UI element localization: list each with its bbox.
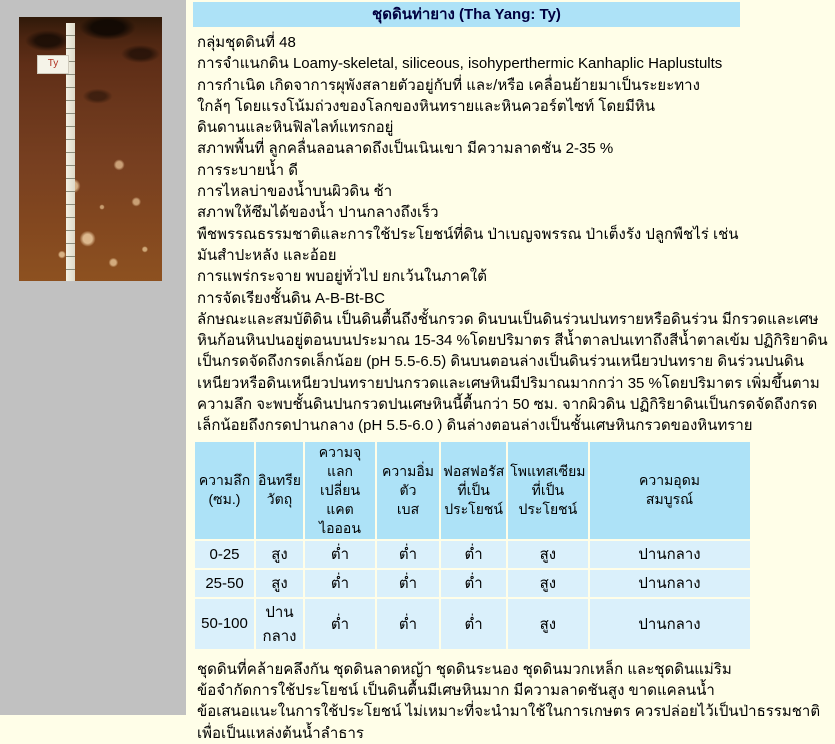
table-cell: สูง: [256, 541, 303, 568]
table-cell: สูง: [256, 570, 303, 597]
description-line: สภาพให้ซึมได้ของน้ำ ปานกลางถึงเร็ว: [197, 204, 439, 222]
description-line: ลักษณะและสมบัติดิน เป็นดินตื้นถึงชั้นกรวด ดินบนเป็นดินร่วนปนทรายหรือดินร่วน มีกรวดและเศษ: [197, 310, 819, 328]
table-header-cell: ความอิ่มตัว เบส: [377, 442, 439, 539]
table-cell: ต่ำ: [377, 599, 439, 649]
table-cell: ต่ำ: [441, 570, 506, 597]
description-line: สภาพพื้นที่ ลูกคลื่นลอนลาดถึงเป็นเนินเขา มีความลาดชัน 2-35 %: [197, 140, 614, 158]
description-line: การแพร่กระจาย พบอยู่ทั่วไป ยกเว้นในภาคใต้: [197, 268, 487, 286]
description-line: หินก้อนหินปนอยู่ตอนบนประมาณ 15-34 %โดยปริมาตร สีน้ำตาลปนเทาถึงสีน้ำตาลเข้ม ปฏิกิริยาดิน: [197, 332, 828, 350]
table-header-cell: อินทรีย วัตถุ: [256, 442, 303, 539]
description-line: พืชพรรณธรรมชาติและการใช้ประโยชน์ที่ดิน ป่าเบญจพรรณ ป่าเต็งรัง ปลูกพืชไร่ เช่น: [197, 225, 739, 243]
description-line: การจัดเรียงชั้นดิน A-B-Bt-BC: [197, 289, 385, 307]
soil-series-page: [186, 0, 835, 742]
table-cell: สูง: [508, 570, 587, 597]
table-row: [195, 570, 750, 597]
photo-sidebar: [0, 0, 186, 715]
table-cell: 0-25: [195, 541, 254, 568]
table-header-cell: ความลึก (ซม.): [195, 442, 254, 539]
soil-description: [197, 32, 828, 437]
table-header-cell: ฟอสฟอรัส ที่เป็นประโยชน์: [441, 442, 506, 539]
description-line: มันสำปะหลัง และอ้อย: [197, 246, 337, 264]
table-cell: ปานกลาง: [256, 599, 303, 649]
description-line: เป็นกรดจัดถึงกรดเล็กน้อย (pH 5.5-6.5) ดินบนตอนล่างเป็นดินร่วนเหนียวปนทราย ดินร่วนปนดิน: [197, 353, 804, 371]
table-header-cell: ความอุดม สมบูรณ์: [590, 442, 750, 539]
table-cell: ต่ำ: [377, 570, 439, 597]
table-row: [195, 599, 750, 649]
table-cell: ต่ำ: [441, 541, 506, 568]
description-line: ดินดานและหินฟิลไลท์แทรกอยู่: [197, 119, 394, 137]
table-header-row: [195, 442, 750, 539]
table-cell: ปานกลาง: [590, 570, 750, 597]
table-header-cell: ความจุแลก เปลี่ยน แคตไอออน: [305, 442, 375, 539]
description-line: กลุ่มชุดดินที่ 48: [197, 34, 296, 51]
table-cell: ต่ำ: [441, 599, 506, 649]
page-title: ชุดดินท่ายาง (Tha Yang: Ty): [193, 2, 740, 27]
table-cell: 25-50: [195, 570, 254, 597]
soil-profile-photo: [19, 17, 162, 281]
description-line: การระบายน้ำ ดี: [197, 161, 298, 179]
description-line: เหนียวหรือดินเหนียวปนทรายปนกรวดและเศษหินมีปริมาณมากกว่า 35 %โดยปริมาตร เพิ่มขึ้นตาม: [197, 374, 820, 392]
table-cell: สูง: [508, 599, 587, 649]
table-row: [195, 541, 750, 568]
table-cell: ต่ำ: [305, 570, 375, 597]
soil-properties-table: [193, 440, 752, 651]
table-header-cell: โพแทสเซียม ที่เป็นประโยชน์: [508, 442, 587, 539]
table-cell: ต่ำ: [377, 541, 439, 568]
table-cell: ปานกลาง: [590, 541, 750, 568]
table-cell: ต่ำ: [305, 599, 375, 649]
footer-line: เพื่อเป็นแหล่งต้นน้ำลำธาร: [197, 724, 364, 742]
description-line: ความลึก จะพบชั้นดินปนกรวดปนเศษหินนี้ตื้นกว่า 50 ซม. จากผิวดิน ปฏิกิริยาดินเป็นกรดจัดถึงกรด: [197, 396, 818, 414]
table-cell: ต่ำ: [305, 541, 375, 568]
table-cell: ปานกลาง: [590, 599, 750, 649]
footer-line: ข้อเสนอแนะในการใช้ประโยชน์ ไม่เหมาะที่จะนำมาใช้ในการเกษตร ควรปล่อยไว้เป็นป่าธรรมชาติ: [197, 703, 821, 721]
usage-notes: [197, 659, 828, 744]
photo-label-card: Ty: [37, 55, 69, 74]
description-line: การกำเนิด เกิดจาการผุพังสลายตัวอยู่กับที่ และ/หรือ เคลื่อนย้ายมาเป็นระยะทาง: [197, 76, 700, 94]
footer-line: ชุดดินที่คล้ายคลึงกัน ชุดดินลาดหญ้า ชุดดินระนอง ชุดดินมวกเหล็ก และชุดดินแม่ริม: [197, 660, 732, 678]
description-line: การจำแนกดิน Loamy-skeletal, siliceous, isohyperthermic Kanhaplic Haplustults: [197, 55, 723, 73]
description-line: เล็กน้อยถึงกรดปานกลาง (pH 5.5-6.0 ) ดินล่างตอนล่างเป็นชั้นเศษหินกรวดของหินทราย: [197, 417, 753, 435]
table-cell: สูง: [508, 541, 587, 568]
description-line: ใกล้ๆ โดยแรงโน้มถ่วงของโลกของหินทรายและหินควอร์ตไซท์ โดยมีหิน: [197, 97, 656, 115]
description-line: การไหลบ่าของน้ำบนผิวดิน ช้า: [197, 183, 393, 201]
footer-line: ข้อจำกัดการใช้ประโยชน์ เป็นดินตื้นมีเศษหินมาก มีความลาดชันสูง ขาดแคลนน้ำ: [197, 681, 715, 699]
table-cell: 50-100: [195, 599, 254, 649]
